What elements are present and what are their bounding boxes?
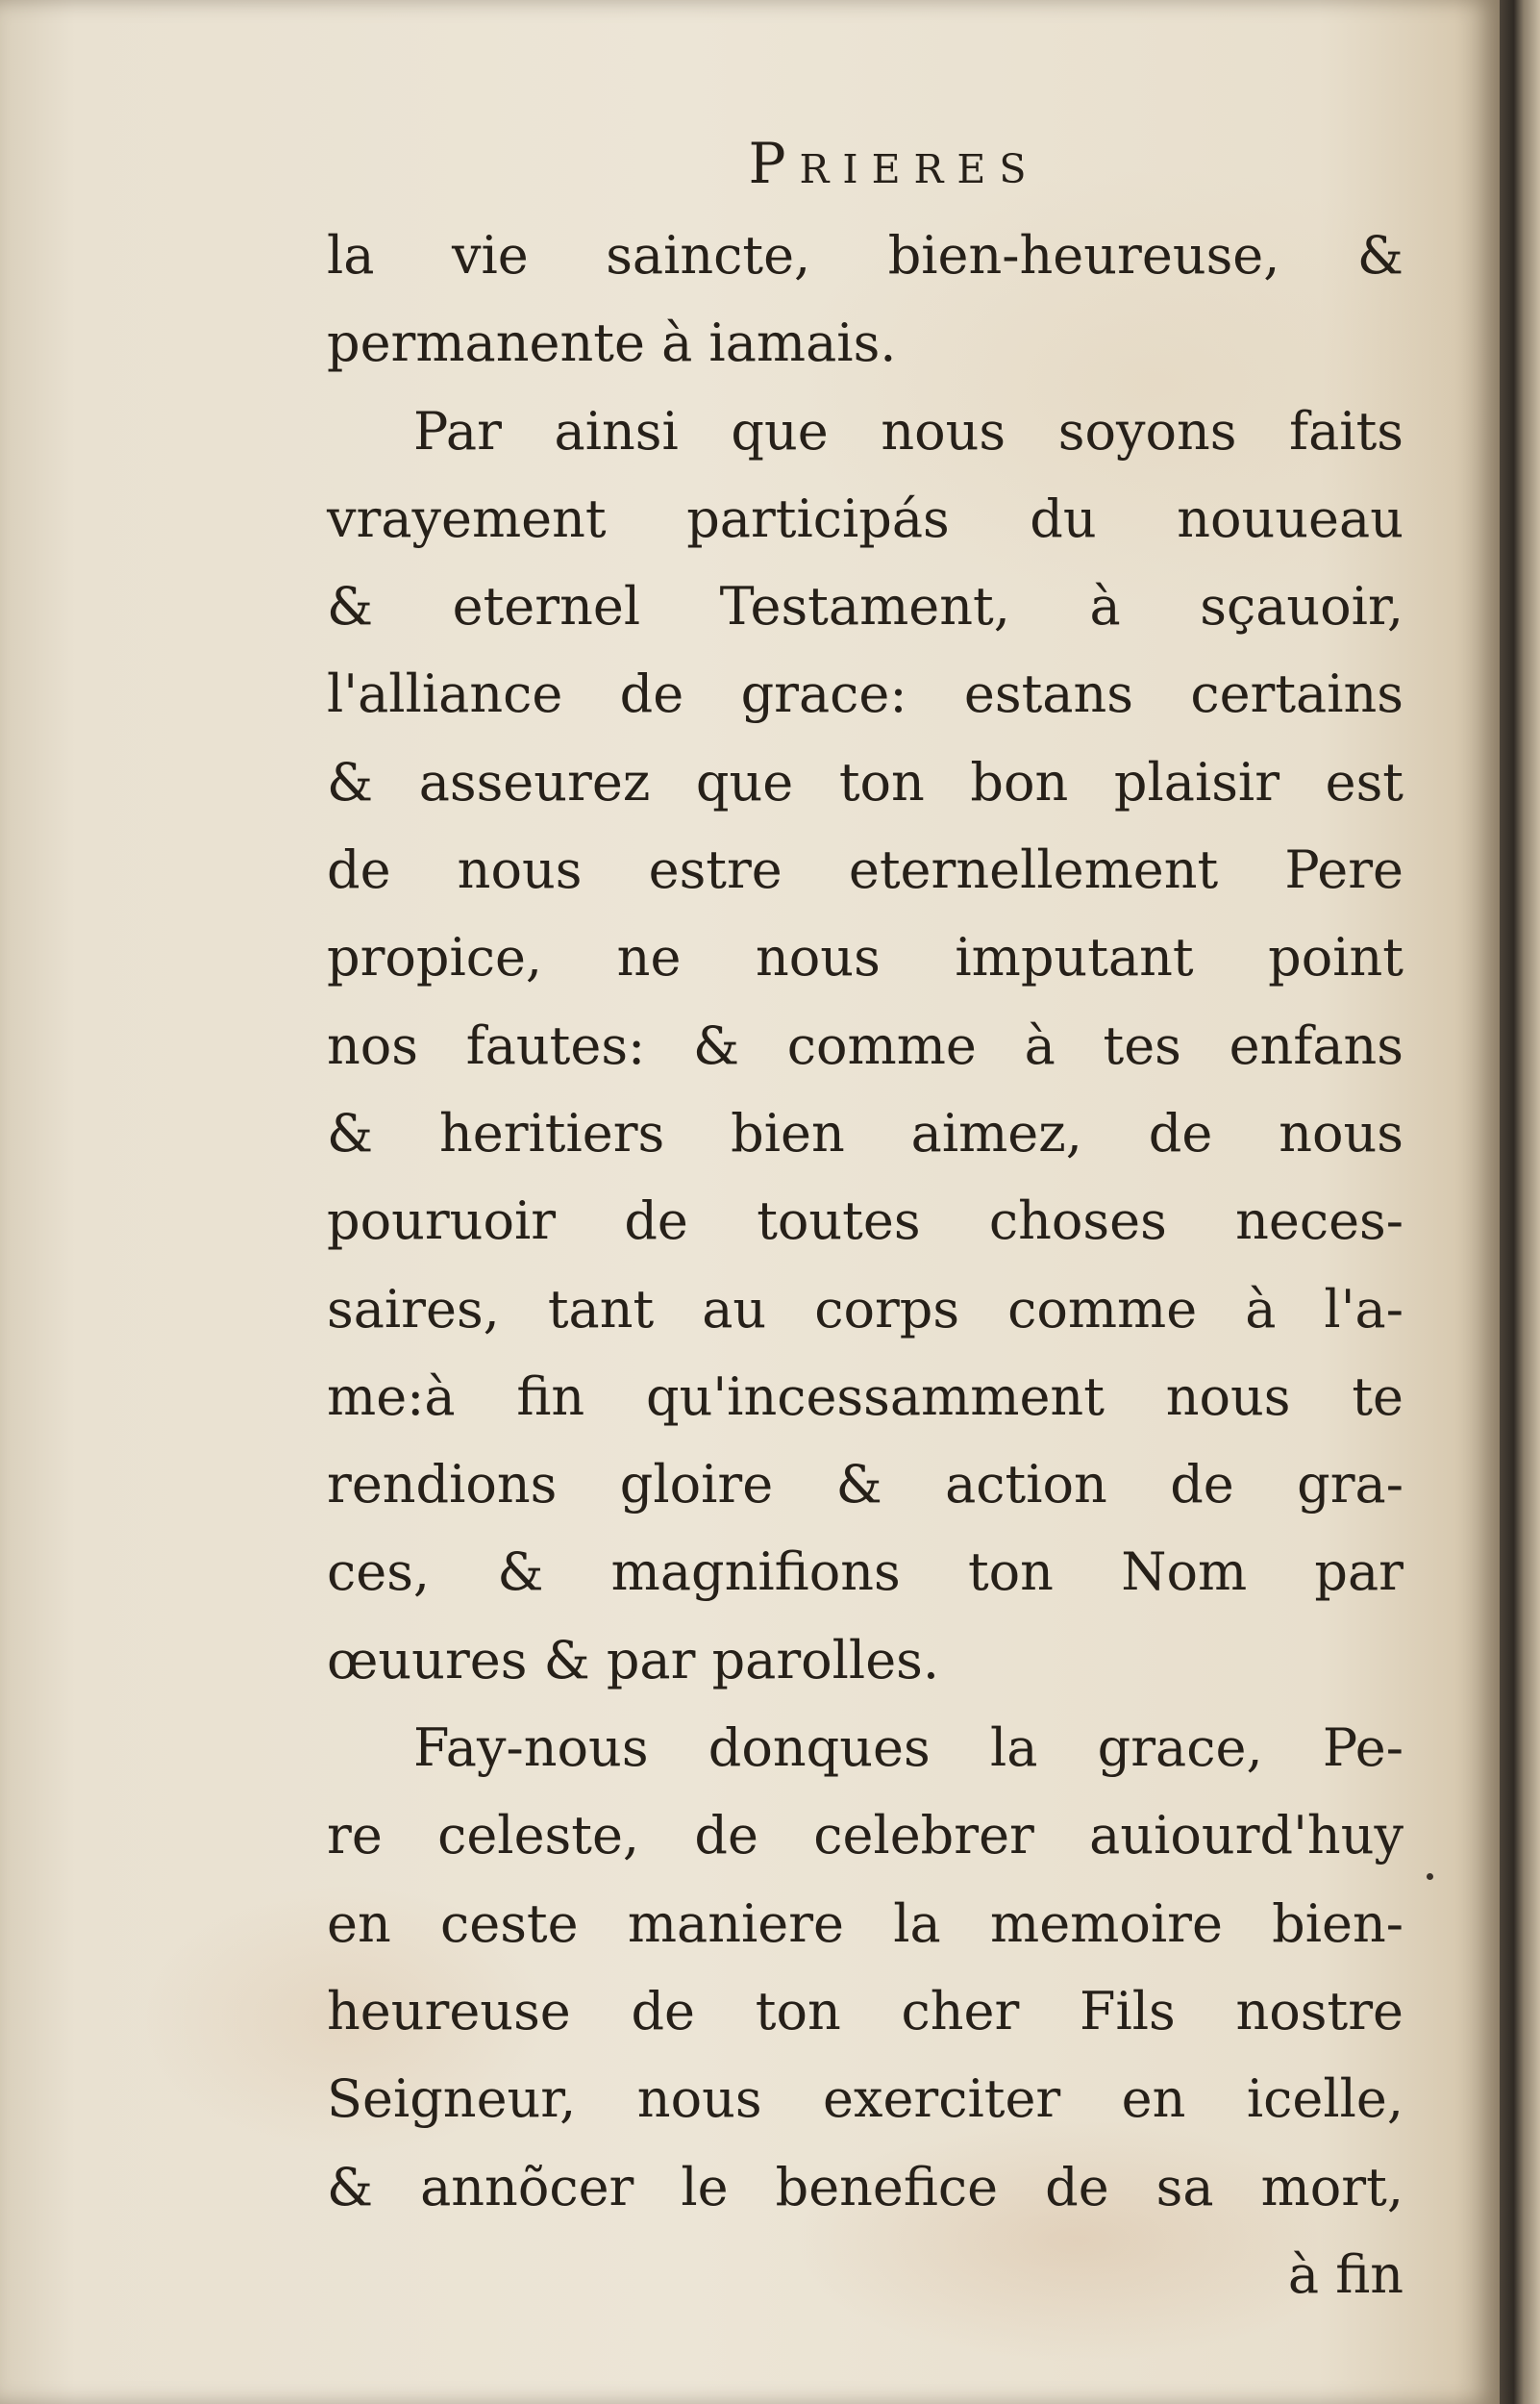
text-line: permanente à iamais. — [327, 313, 897, 374]
text-block — [327, 115, 1403, 2318]
text-line: de nous estre eternellement Pere — [327, 839, 1403, 901]
text-line: ces, & magnifions ton Nom par — [327, 1541, 1403, 1603]
text-line: re celeste, de celebrer auiourd'huy — [327, 1805, 1403, 1866]
text-line: Fay-nous donques la grace, Pe- — [413, 1717, 1403, 1779]
text-line: heureuse de ton cher Fils nostre — [327, 1980, 1403, 2041]
text-line: & asseurez que ton bon plaisir est — [327, 751, 1403, 813]
text-line: Seigneur, nous exerciter en icelle, — [327, 2068, 1403, 2130]
text-line: l'alliance de grace: estans certains — [327, 664, 1403, 725]
catchword: à fin — [1287, 2243, 1403, 2305]
text-line: en ceste maniere la memoire bien- — [327, 1892, 1403, 1954]
text-line: rendions gloire & action de gra- — [327, 1454, 1403, 1515]
text-line: nos fautes: & comme à tes enfans — [327, 1014, 1403, 1076]
text-line: la vie saincte, bien-heureuse, & — [327, 225, 1403, 286]
text-line: saires, tant au corps comme à l'a- — [327, 1278, 1403, 1340]
text-line: pouruoir de toutes choses neces- — [327, 1190, 1403, 1252]
text-line: propice, ne nous imputant point — [327, 927, 1403, 989]
text-line: vrayement participás du nouueau — [327, 488, 1403, 549]
ink-speck — [1427, 1873, 1433, 1880]
text-line: & heritiers bien aimez, de nous — [327, 1102, 1403, 1164]
text-line: Par ainsi que nous soyons faits — [413, 400, 1403, 462]
text-line: & eternel Testament, à sçauoir, — [327, 576, 1403, 638]
book-edge — [1500, 0, 1540, 2404]
text-line: me:à fin qu'incessamment nous te — [327, 1365, 1403, 1427]
text-line: & annõcer le benefice de sa mort, — [327, 2156, 1403, 2217]
running-head: Prieres — [748, 131, 1040, 196]
text-line: œuures & par parolles. — [327, 1629, 940, 1690]
